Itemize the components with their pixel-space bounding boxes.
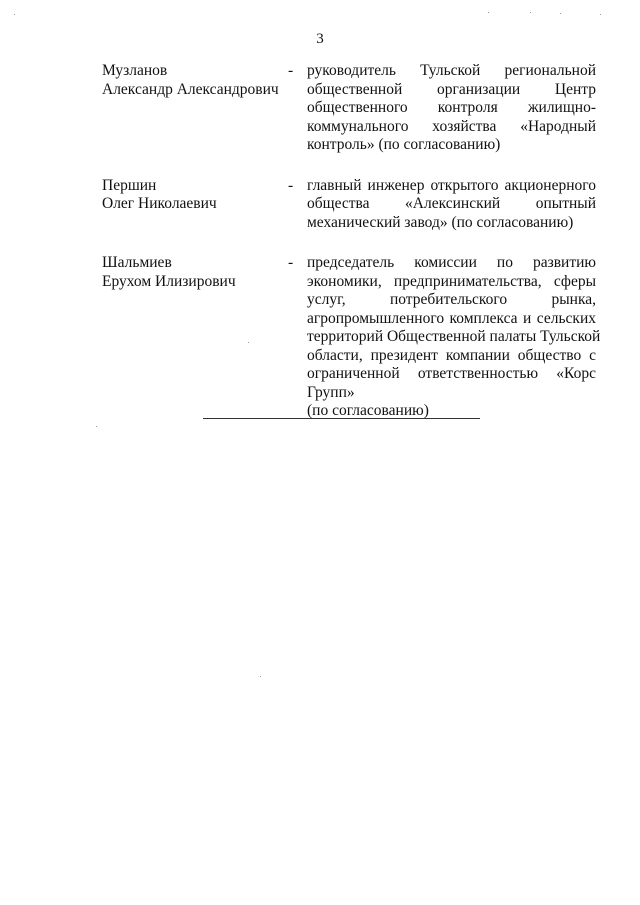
member-surname: Першин	[102, 176, 157, 194]
end-of-list-rule	[203, 418, 480, 419]
member-role	[307, 177, 596, 233]
role-line: главный инженер открытого акционерного	[307, 176, 596, 194]
member-given-names: Ерухом Илизирович	[102, 272, 236, 290]
role-line: коммунального хозяйства «Народный	[307, 117, 596, 135]
role-line: ограниченной ответственностью «Корс	[307, 365, 596, 382]
separator-dash: -	[288, 176, 294, 194]
member-role	[307, 254, 601, 421]
scan-speck	[96, 426, 97, 427]
scan-speck	[260, 676, 261, 677]
role-line: (по согласованию)	[307, 402, 429, 419]
role-line: Групп»	[307, 383, 355, 401]
scan-speck	[600, 14, 601, 15]
scan-speck	[530, 12, 531, 13]
scan-speck	[248, 342, 249, 343]
member-entry	[102, 254, 601, 421]
member-entry	[102, 62, 596, 155]
member-entry	[102, 177, 596, 233]
separator-dash: -	[288, 62, 294, 79]
role-line: контроль» (по согласованию)	[307, 136, 501, 153]
member-given-names: Олег Николаевич	[102, 195, 217, 212]
role-line: общественной организации Центр	[307, 80, 596, 98]
role-line: экономики, предпринимательства, сферы	[307, 272, 596, 290]
member-name	[102, 177, 288, 214]
role-line: агропромышленного комплекса и сельских	[307, 309, 596, 327]
member-surname: Шальмиев	[102, 254, 172, 271]
page-number: 3	[316, 31, 324, 47]
member-name	[102, 254, 288, 291]
role-line: механический завод» (по согласованию)	[307, 213, 574, 231]
member-surname: Музланов	[102, 62, 168, 79]
role-line: территорий Общественной палаты Тульской	[307, 328, 601, 345]
role-line: руководитель Тульской региональной	[307, 62, 596, 79]
member-name	[102, 62, 288, 99]
role-line: общественного контроля жилищно-	[307, 99, 596, 116]
scan-speck	[14, 14, 15, 15]
member-role	[307, 62, 596, 155]
separator-dash: -	[288, 254, 294, 271]
role-line: области, президент компании общество с	[307, 346, 596, 364]
role-line: общества «Алексинский опытный	[307, 195, 596, 212]
member-list	[102, 62, 601, 443]
role-line: услуг, потребительского рынка,	[307, 291, 596, 308]
member-given-names: Александр Александрович	[102, 80, 279, 98]
role-line: председатель комиссии по развитию	[307, 254, 596, 271]
scan-speck	[560, 13, 561, 14]
scan-speck	[488, 12, 489, 13]
